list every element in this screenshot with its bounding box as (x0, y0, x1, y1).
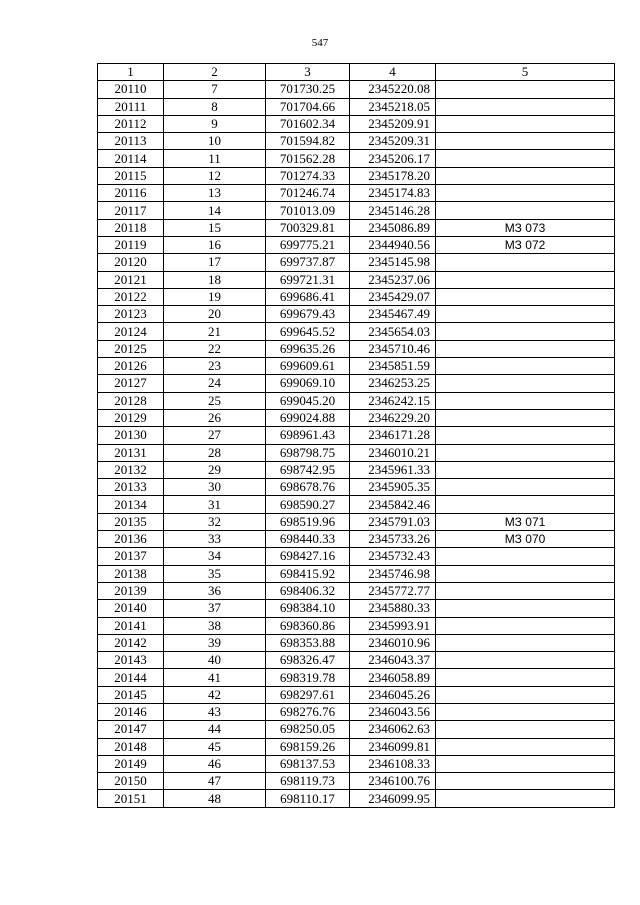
note-cell (436, 686, 615, 703)
point-id-cell: 20127 (98, 375, 164, 392)
note-cell (436, 444, 615, 461)
y-coordinate-cell: 2345237.06 (350, 271, 436, 288)
point-number-cell: 35 (164, 565, 266, 582)
y-coordinate-cell: 2345654.03 (350, 323, 436, 340)
y-coordinate-cell: 2346099.95 (350, 790, 436, 807)
point-number-cell: 15 (164, 219, 266, 236)
note-cell (436, 375, 615, 392)
point-number-cell: 23 (164, 358, 266, 375)
point-number-cell: 18 (164, 271, 266, 288)
point-number-cell: 45 (164, 738, 266, 755)
x-coordinate-cell: 699045.20 (266, 392, 350, 409)
table-row (98, 236, 615, 253)
point-id-cell: 20124 (98, 323, 164, 340)
note-cell (436, 133, 615, 150)
table-row (98, 375, 615, 392)
table-row (98, 115, 615, 132)
point-number-cell: 41 (164, 669, 266, 686)
x-coordinate-cell: 700329.81 (266, 219, 350, 236)
point-number-cell: 34 (164, 548, 266, 565)
note-cell: МЗ 072 (436, 236, 615, 253)
point-id-cell: 20128 (98, 392, 164, 409)
y-coordinate-cell: 2346253.25 (350, 375, 436, 392)
point-number-cell: 46 (164, 755, 266, 772)
point-number-cell: 47 (164, 773, 266, 790)
table-row (98, 340, 615, 357)
coordinates-table (97, 63, 615, 808)
x-coordinate-cell: 701562.28 (266, 150, 350, 167)
note-cell (436, 392, 615, 409)
table-row (98, 288, 615, 305)
note-cell (436, 409, 615, 426)
y-coordinate-cell: 2345220.08 (350, 81, 436, 98)
point-number-cell: 39 (164, 634, 266, 651)
y-coordinate-cell: 2345086.89 (350, 219, 436, 236)
x-coordinate-cell: 698590.27 (266, 496, 350, 513)
table-body (98, 81, 615, 807)
x-coordinate-cell: 698440.33 (266, 531, 350, 548)
point-id-cell: 20143 (98, 652, 164, 669)
y-coordinate-cell: 2345880.33 (350, 600, 436, 617)
table-row (98, 306, 615, 323)
point-id-cell: 20151 (98, 790, 164, 807)
x-coordinate-cell: 698415.92 (266, 565, 350, 582)
table-row (98, 202, 615, 219)
point-number-cell: 27 (164, 427, 266, 444)
note-cell (436, 703, 615, 720)
column-header-1: 1 (98, 64, 164, 81)
note-cell (436, 600, 615, 617)
y-coordinate-cell: 2346062.63 (350, 721, 436, 738)
point-number-cell: 20 (164, 306, 266, 323)
note-cell (436, 306, 615, 323)
point-number-cell: 26 (164, 409, 266, 426)
y-coordinate-cell: 2345710.46 (350, 340, 436, 357)
point-id-cell: 20131 (98, 444, 164, 461)
note-cell (436, 479, 615, 496)
point-id-cell: 20135 (98, 513, 164, 530)
table-row (98, 98, 615, 115)
point-number-cell: 11 (164, 150, 266, 167)
point-id-cell: 20146 (98, 703, 164, 720)
point-id-cell: 20115 (98, 167, 164, 184)
point-id-cell: 20111 (98, 98, 164, 115)
x-coordinate-cell: 698360.86 (266, 617, 350, 634)
x-coordinate-cell: 698798.75 (266, 444, 350, 461)
x-coordinate-cell: 699609.61 (266, 358, 350, 375)
x-coordinate-cell: 698319.78 (266, 669, 350, 686)
table-row (98, 531, 615, 548)
table-row (98, 323, 615, 340)
y-coordinate-cell: 2346010.96 (350, 634, 436, 651)
x-coordinate-cell: 701246.74 (266, 185, 350, 202)
header-row (98, 64, 615, 81)
y-coordinate-cell: 2346229.20 (350, 409, 436, 426)
point-id-cell: 20148 (98, 738, 164, 755)
y-coordinate-cell: 2346043.56 (350, 703, 436, 720)
note-cell (436, 427, 615, 444)
table-row (98, 582, 615, 599)
x-coordinate-cell: 698159.26 (266, 738, 350, 755)
point-number-cell: 19 (164, 288, 266, 305)
x-coordinate-cell: 698961.43 (266, 427, 350, 444)
note-cell (436, 358, 615, 375)
note-cell: МЗ 071 (436, 513, 615, 530)
y-coordinate-cell: 2345209.31 (350, 133, 436, 150)
y-coordinate-cell: 2345429.07 (350, 288, 436, 305)
y-coordinate-cell: 2345905.35 (350, 479, 436, 496)
point-number-cell: 28 (164, 444, 266, 461)
note-cell (436, 98, 615, 115)
y-coordinate-cell: 2345961.33 (350, 461, 436, 478)
table-row (98, 738, 615, 755)
y-coordinate-cell: 2345791.03 (350, 513, 436, 530)
y-coordinate-cell: 2346043.37 (350, 652, 436, 669)
note-cell (436, 617, 615, 634)
table-row (98, 634, 615, 651)
point-number-cell: 42 (164, 686, 266, 703)
table-row (98, 721, 615, 738)
table-row (98, 565, 615, 582)
x-coordinate-cell: 699635.26 (266, 340, 350, 357)
point-number-cell: 24 (164, 375, 266, 392)
y-coordinate-cell: 2346045.26 (350, 686, 436, 703)
point-number-cell: 12 (164, 167, 266, 184)
x-coordinate-cell: 699737.87 (266, 254, 350, 271)
column-header-3: 3 (266, 64, 350, 81)
note-cell (436, 202, 615, 219)
point-id-cell: 20134 (98, 496, 164, 513)
y-coordinate-cell: 2346099.81 (350, 738, 436, 755)
point-id-cell: 20116 (98, 185, 164, 202)
x-coordinate-cell: 698427.16 (266, 548, 350, 565)
table-row (98, 703, 615, 720)
table-row (98, 254, 615, 271)
table-row (98, 790, 615, 807)
point-number-cell: 38 (164, 617, 266, 634)
x-coordinate-cell: 698250.05 (266, 721, 350, 738)
x-coordinate-cell: 698297.61 (266, 686, 350, 703)
y-coordinate-cell: 2345732.43 (350, 548, 436, 565)
x-coordinate-cell: 699679.43 (266, 306, 350, 323)
y-coordinate-cell: 2345746.98 (350, 565, 436, 582)
point-number-cell: 36 (164, 582, 266, 599)
x-coordinate-cell: 701730.25 (266, 81, 350, 98)
x-coordinate-cell: 698119.73 (266, 773, 350, 790)
x-coordinate-cell: 698353.88 (266, 634, 350, 651)
point-number-cell: 43 (164, 703, 266, 720)
x-coordinate-cell: 699775.21 (266, 236, 350, 253)
y-coordinate-cell: 2346171.28 (350, 427, 436, 444)
x-coordinate-cell: 699686.41 (266, 288, 350, 305)
point-number-cell: 31 (164, 496, 266, 513)
note-cell (436, 81, 615, 98)
y-coordinate-cell: 2345851.59 (350, 358, 436, 375)
point-id-cell: 20142 (98, 634, 164, 651)
point-id-cell: 20110 (98, 81, 164, 98)
point-id-cell: 20138 (98, 565, 164, 582)
table-row (98, 755, 615, 772)
point-id-cell: 20150 (98, 773, 164, 790)
note-cell (436, 496, 615, 513)
point-number-cell: 10 (164, 133, 266, 150)
point-id-cell: 20147 (98, 721, 164, 738)
table-row (98, 271, 615, 288)
column-header-4: 4 (350, 64, 436, 81)
y-coordinate-cell: 2345146.28 (350, 202, 436, 219)
point-id-cell: 20145 (98, 686, 164, 703)
point-id-cell: 20125 (98, 340, 164, 357)
point-id-cell: 20140 (98, 600, 164, 617)
y-coordinate-cell: 2345145.98 (350, 254, 436, 271)
note-cell (436, 340, 615, 357)
y-coordinate-cell: 2346010.21 (350, 444, 436, 461)
note-cell (436, 185, 615, 202)
point-id-cell: 20117 (98, 202, 164, 219)
point-id-cell: 20141 (98, 617, 164, 634)
note-cell (436, 738, 615, 755)
note-cell (436, 271, 615, 288)
x-coordinate-cell: 701704.66 (266, 98, 350, 115)
note-cell (436, 323, 615, 340)
point-id-cell: 20132 (98, 461, 164, 478)
point-id-cell: 20129 (98, 409, 164, 426)
point-number-cell: 22 (164, 340, 266, 357)
point-id-cell: 20144 (98, 669, 164, 686)
note-cell (436, 565, 615, 582)
point-id-cell: 20137 (98, 548, 164, 565)
table-row (98, 392, 615, 409)
y-coordinate-cell: 2345467.49 (350, 306, 436, 323)
note-cell (436, 288, 615, 305)
table-row (98, 617, 615, 634)
table-row (98, 444, 615, 461)
point-id-cell: 20120 (98, 254, 164, 271)
y-coordinate-cell: 2345178.20 (350, 167, 436, 184)
point-id-cell: 20112 (98, 115, 164, 132)
point-number-cell: 21 (164, 323, 266, 340)
y-coordinate-cell: 2345733.26 (350, 531, 436, 548)
y-coordinate-cell: 2345174.83 (350, 185, 436, 202)
x-coordinate-cell: 701594.82 (266, 133, 350, 150)
point-number-cell: 30 (164, 479, 266, 496)
table-row (98, 81, 615, 98)
y-coordinate-cell: 2345206.17 (350, 150, 436, 167)
point-id-cell: 20133 (98, 479, 164, 496)
point-number-cell: 33 (164, 531, 266, 548)
point-id-cell: 20123 (98, 306, 164, 323)
note-cell (436, 167, 615, 184)
point-id-cell: 20126 (98, 358, 164, 375)
point-id-cell: 20114 (98, 150, 164, 167)
x-coordinate-cell: 699721.31 (266, 271, 350, 288)
x-coordinate-cell: 698276.76 (266, 703, 350, 720)
table-row (98, 358, 615, 375)
note-cell (436, 582, 615, 599)
point-number-cell: 9 (164, 115, 266, 132)
table-row (98, 548, 615, 565)
point-number-cell: 25 (164, 392, 266, 409)
point-number-cell: 29 (164, 461, 266, 478)
table-row (98, 219, 615, 236)
x-coordinate-cell: 701274.33 (266, 167, 350, 184)
point-id-cell: 20149 (98, 755, 164, 772)
y-coordinate-cell: 2345842.46 (350, 496, 436, 513)
x-coordinate-cell: 698678.76 (266, 479, 350, 496)
point-number-cell: 14 (164, 202, 266, 219)
x-coordinate-cell: 699024.88 (266, 409, 350, 426)
note-cell (436, 721, 615, 738)
note-cell (436, 790, 615, 807)
x-coordinate-cell: 698742.95 (266, 461, 350, 478)
table-row (98, 686, 615, 703)
x-coordinate-cell: 701602.34 (266, 115, 350, 132)
point-number-cell: 32 (164, 513, 266, 530)
x-coordinate-cell: 698110.17 (266, 790, 350, 807)
point-number-cell: 48 (164, 790, 266, 807)
point-number-cell: 7 (164, 81, 266, 98)
y-coordinate-cell: 2345209.91 (350, 115, 436, 132)
point-number-cell: 8 (164, 98, 266, 115)
point-number-cell: 17 (164, 254, 266, 271)
note-cell (436, 669, 615, 686)
y-coordinate-cell: 2346100.76 (350, 773, 436, 790)
table-row (98, 773, 615, 790)
point-number-cell: 37 (164, 600, 266, 617)
table-row (98, 167, 615, 184)
note-cell (436, 773, 615, 790)
table-row (98, 496, 615, 513)
y-coordinate-cell: 2345772.77 (350, 582, 436, 599)
table-row (98, 427, 615, 444)
y-coordinate-cell: 2346058.89 (350, 669, 436, 686)
note-cell (436, 461, 615, 478)
column-header-2: 2 (164, 64, 266, 81)
point-id-cell: 20139 (98, 582, 164, 599)
point-id-cell: 20136 (98, 531, 164, 548)
table-row (98, 185, 615, 202)
note-cell (436, 755, 615, 772)
table-row (98, 150, 615, 167)
note-cell (436, 150, 615, 167)
point-id-cell: 20130 (98, 427, 164, 444)
table-row (98, 461, 615, 478)
point-number-cell: 16 (164, 236, 266, 253)
page-number: 547 (311, 37, 329, 49)
column-header-5: 5 (436, 64, 615, 81)
note-cell (436, 254, 615, 271)
note-cell (436, 652, 615, 669)
table-row (98, 513, 615, 530)
x-coordinate-cell: 698406.32 (266, 582, 350, 599)
y-coordinate-cell: 2345218.05 (350, 98, 436, 115)
note-cell: МЗ 070 (436, 531, 615, 548)
y-coordinate-cell: 2346242.15 (350, 392, 436, 409)
x-coordinate-cell: 698384.10 (266, 600, 350, 617)
point-number-cell: 40 (164, 652, 266, 669)
note-cell (436, 115, 615, 132)
table-row (98, 669, 615, 686)
point-number-cell: 13 (164, 185, 266, 202)
x-coordinate-cell: 699069.10 (266, 375, 350, 392)
point-id-cell: 20119 (98, 236, 164, 253)
x-coordinate-cell: 698326.47 (266, 652, 350, 669)
y-coordinate-cell: 2346108.33 (350, 755, 436, 772)
note-cell (436, 634, 615, 651)
x-coordinate-cell: 699645.52 (266, 323, 350, 340)
point-id-cell: 20113 (98, 133, 164, 150)
point-id-cell: 20118 (98, 219, 164, 236)
point-number-cell: 44 (164, 721, 266, 738)
note-cell (436, 548, 615, 565)
table-row (98, 652, 615, 669)
y-coordinate-cell: 2345993.91 (350, 617, 436, 634)
table-row (98, 133, 615, 150)
x-coordinate-cell: 701013.09 (266, 202, 350, 219)
table-row (98, 409, 615, 426)
point-id-cell: 20122 (98, 288, 164, 305)
x-coordinate-cell: 698137.53 (266, 755, 350, 772)
table-row (98, 479, 615, 496)
y-coordinate-cell: 2344940.56 (350, 236, 436, 253)
point-id-cell: 20121 (98, 271, 164, 288)
table-row (98, 600, 615, 617)
note-cell: МЗ 073 (436, 219, 615, 236)
x-coordinate-cell: 698519.96 (266, 513, 350, 530)
